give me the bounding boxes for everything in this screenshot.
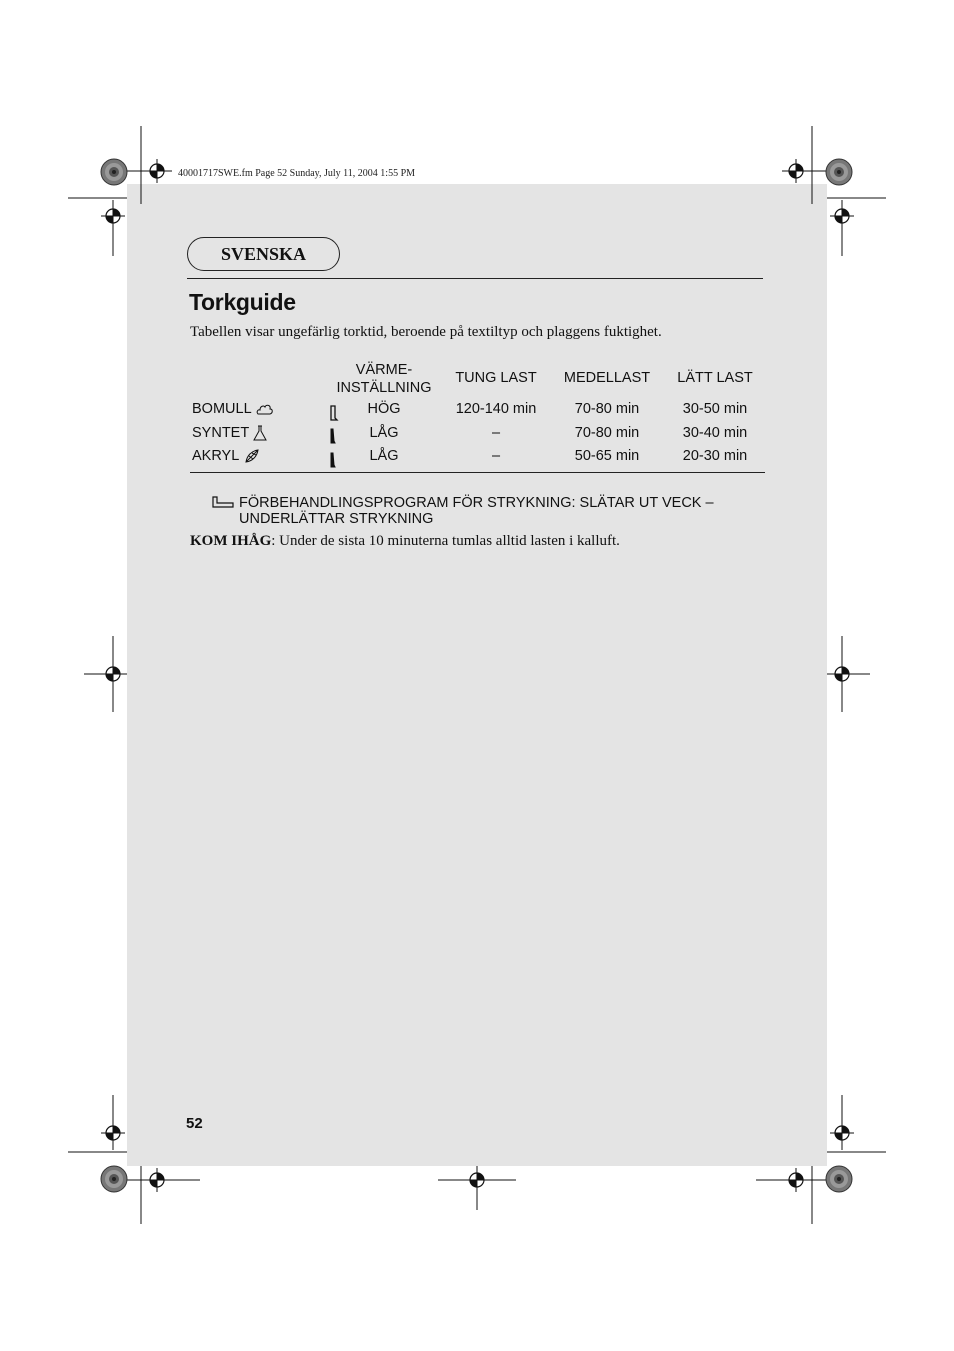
fabric-label: AKRYL	[192, 448, 240, 464]
light-load-time: 20-30 min	[682, 448, 748, 464]
table-row-fabric	[192, 448, 261, 464]
header-rule	[187, 278, 763, 279]
heat-setting: LÅG	[369, 448, 399, 464]
iron-icon	[212, 496, 234, 508]
medium-load-time: 50-65 min	[574, 448, 640, 464]
fabric-label: BOMULL	[192, 401, 252, 417]
heat-setting: LÅG	[369, 425, 399, 441]
cotton-icon	[256, 402, 273, 416]
synthetic-icon	[253, 425, 267, 441]
page-number: 52	[186, 1115, 203, 1132]
header-light-load: LÄTT LAST	[677, 370, 753, 386]
heat-setting: HÖG	[367, 401, 401, 417]
header-heat-setting	[334, 361, 434, 397]
language-tab: SVENSKA	[187, 237, 340, 271]
light-load-time: 30-50 min	[682, 401, 748, 417]
header-heat-line1: VÄRME-	[355, 362, 413, 378]
heavy-load-time: 120-140 min	[455, 401, 537, 417]
note-text: FÖRBEHANDLINGSPROGRAM FÖR STRYKNING: SLÄTAR UT VECK – UNDERLÄTTAR STRYKNING	[239, 495, 714, 527]
drying-table	[190, 355, 765, 473]
file-info: 40001717SWE.fm Page 52 Sunday, July 11, 2004 1:55 PM	[178, 168, 416, 179]
remember-note	[190, 533, 620, 550]
heavy-load-time: –	[491, 448, 501, 464]
remember-text: : Under de sista 10 minuterna tumlas alltid lasten i kalluft.	[271, 533, 620, 549]
table-bottom-rule	[190, 472, 765, 473]
header-medium-load: MEDELLAST	[563, 370, 651, 386]
medium-load-time: 70-80 min	[574, 425, 640, 441]
intro-text: Tabellen visar ungefärlig torktid, beroende på textiltyp och plaggens fuktighet.	[190, 324, 662, 340]
medium-load-time: 70-80 min	[574, 401, 640, 417]
header-heavy-load: TUNG LAST	[455, 370, 537, 386]
table-row-fabric	[192, 401, 273, 417]
remember-label: KOM IHÅG	[190, 533, 272, 549]
fabric-label: SYNTET	[192, 425, 250, 441]
header-heat-line2: INSTÄLLNING	[336, 380, 432, 396]
heavy-load-time: –	[491, 425, 501, 441]
table-row-fabric	[192, 425, 267, 441]
light-load-time: 30-40 min	[682, 425, 748, 441]
page-title: Torkguide	[189, 289, 296, 315]
acrylic-icon	[243, 448, 261, 464]
